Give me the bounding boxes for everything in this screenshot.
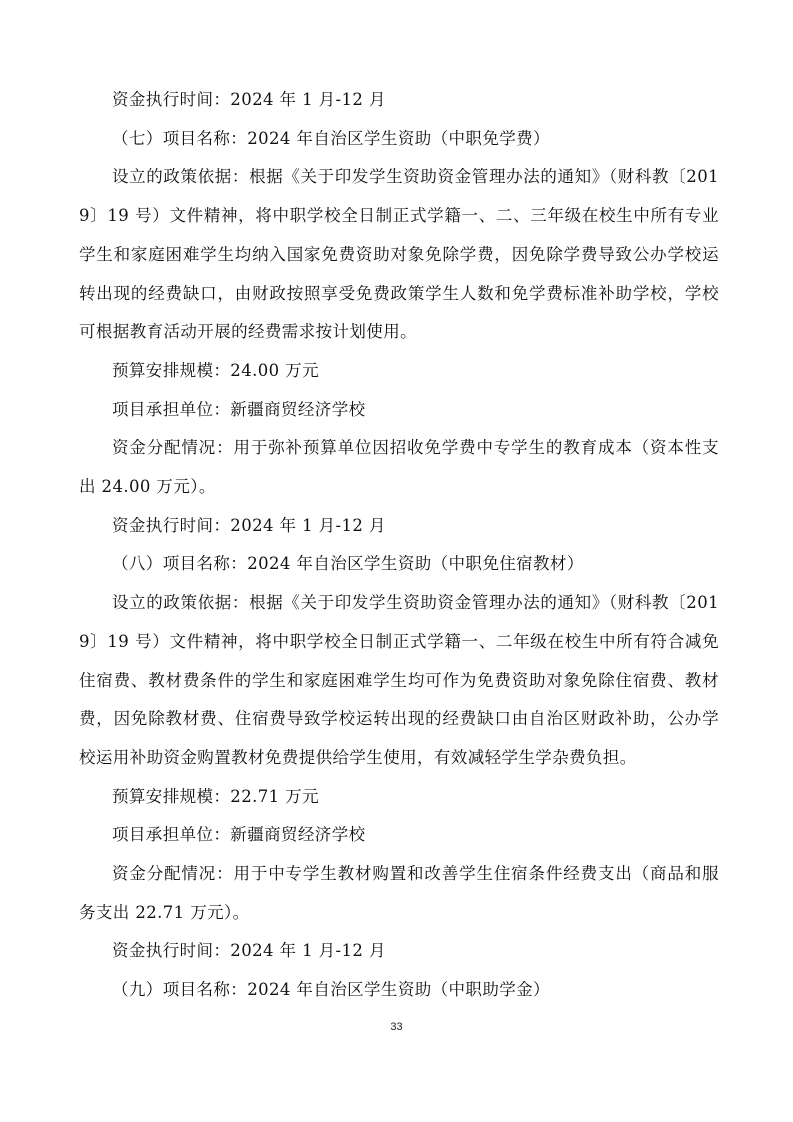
paragraph-execution-time-1: 资金执行时间：2024 年 1 月-12 月	[112, 90, 386, 109]
paragraph-project-7-budget: 预算安排规模：24.00 万元	[112, 360, 319, 380]
paragraph-project-8-policy: 设立的政策依据：根据《关于印发学生资助资金管理办法的通知》（财科教〔2019〕19 号）文件精神，将中职学校全日制正式学籍一、二年级在校生中所有符合减免住宿费、教材费条件的学生和家庭困难学生均可作为免费资助对象免除住宿费、教材费，因免除教材费、住宿费导致学校运转出现的经费缺口由自治区财政补助，公办学校运用补助资金购置教材免费提供给学生使用，有效减轻学生学杂费负担。	[79, 593, 719, 767]
paragraph-project-8-allocation: 资金分配情况：用于中专学生教材购置和改善学生住宿条件经费支出（商品和服务支出 22.71 万元）。	[79, 864, 719, 922]
paragraph-project-9-title: （九）项目名称：2024 年自治区学生资助（中职助学金）	[112, 980, 550, 1000]
paragraph-project-7-title: （七）项目名称：2024 年自治区学生资助（中职免学费）	[112, 128, 550, 148]
paragraph-project-8-budget: 预算安排规模：22.71 万元	[112, 786, 319, 806]
paragraph-project-8-title: （八）项目名称：2024 年自治区学生资助（中职免住宿教材）	[112, 554, 584, 574]
body-text	[79, 81, 719, 1010]
paragraph-project-8-unit: 项目承担单位：新疆商贸经济学校	[112, 825, 366, 845]
paragraph-project-7-policy: 设立的政策依据：根据《关于印发学生资助资金管理办法的通知》（财科教〔2019〕19 号）文件精神，将中职学校全日制正式学籍一、二、三年级在校生中所有专业学生和家庭困难学生均纳入国家免费资助对象免除学费，因免除学费导致公办学校运转出现的经费缺口，由财政按照享受免费政策学生人数和免学费标准补助学校，学校可根据教育活动开展的经费需求按计划使用。	[79, 167, 719, 342]
paragraph-project-7-execution-time: 资金执行时间：2024 年 1 月-12 月	[112, 515, 386, 535]
page-number: 33	[390, 1021, 403, 1033]
paragraph-project-7-unit: 项目承担单位：新疆商贸经济学校	[112, 399, 366, 419]
paragraph-project-8-execution-time: 资金执行时间：2024 年 1 月-12 月	[112, 941, 386, 961]
paragraph-project-7-allocation: 资金分配情况：用于弥补预算单位因招收免学费中专学生的教育成本（资本性支出 24.00 万元）。	[79, 438, 719, 497]
